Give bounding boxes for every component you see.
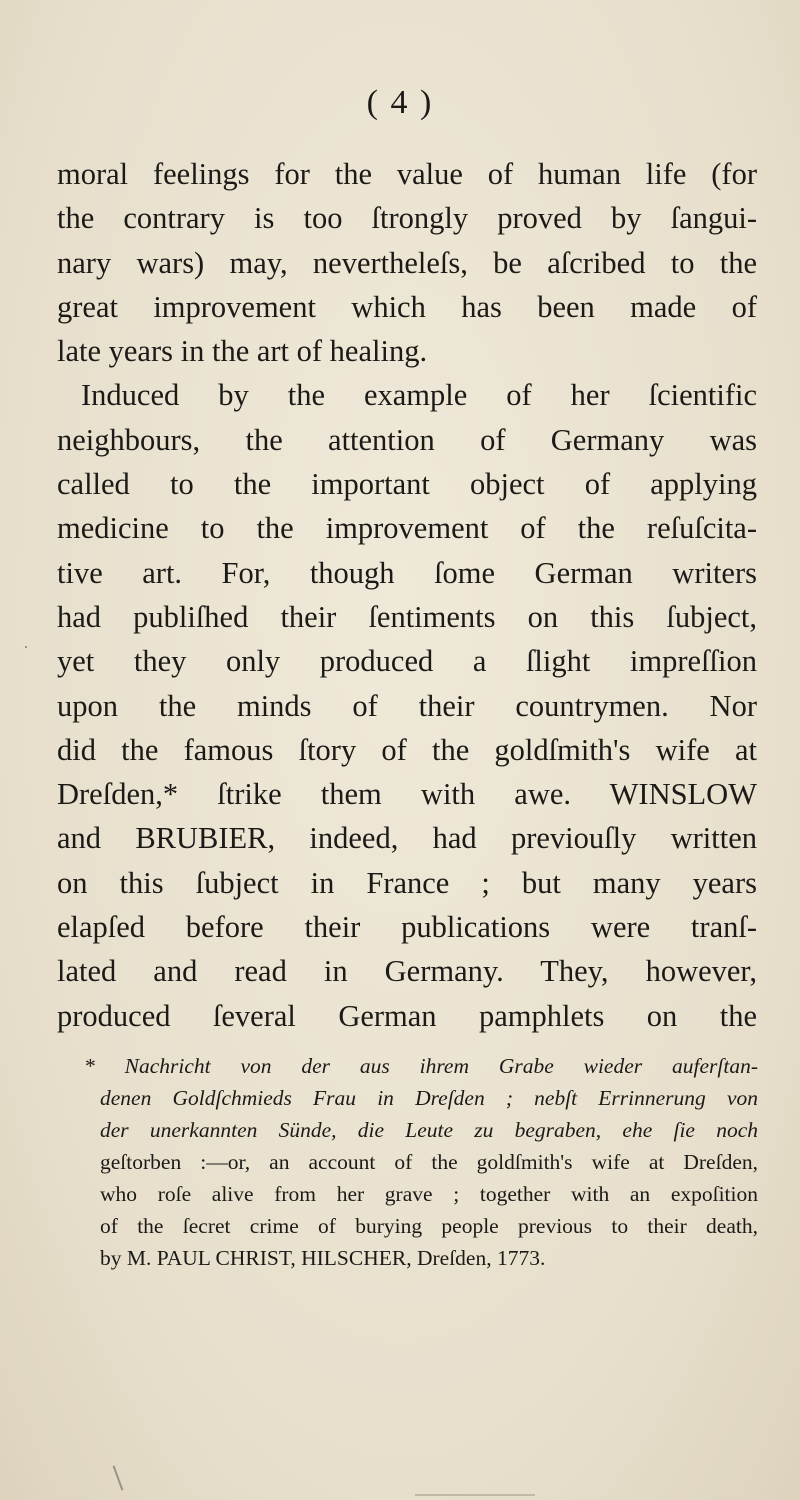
- body-line: upon the minds of their countrymen. Nor: [57, 688, 757, 723]
- footnote-line: * Nachricht von der aus ihrem Grabe wieder auferſtan-: [84, 1054, 758, 1078]
- page-number: ( 4 ): [366, 84, 434, 121]
- footnote-line: by M. PAUL CHRIST, HILSCHER, Dreſden, 1773.: [100, 1246, 546, 1270]
- body-line: late years in the art of healing.: [57, 334, 428, 369]
- body-line: great improvement which has been made of: [57, 289, 757, 324]
- paper-speck: [113, 1465, 124, 1490]
- body-line: tive art. For, though ſome German writers: [57, 555, 757, 590]
- body-line: nary wars) may, nevertheleſs, be aſcribed to the: [57, 245, 757, 280]
- body-line: Induced by the example of her ſcientific: [81, 378, 757, 413]
- body-line: on this ſubject in France ; but many years: [57, 865, 757, 900]
- body-line: medicine to the improvement of the reſuſcita-: [57, 511, 757, 546]
- footnote: [84, 1050, 758, 1274]
- body-line: Dreſden,* ſtrike them with awe. WINSLOW: [57, 777, 757, 812]
- body-line: and BRUBIER, indeed, had previouſly written: [57, 821, 757, 856]
- body-line: moral feelings for the value of human life (for: [57, 157, 757, 191]
- footnote-line: of the ſecret crime of burying people previous to their death,: [100, 1214, 758, 1238]
- body-line: lated and read in Germany. They, however,: [57, 954, 757, 989]
- body-line: the contrary is too ſtrongly proved by ſangui-: [57, 201, 757, 236]
- footnote-line: denen Goldſchmieds Frau in Dreſden ; nebſt Errinnerung von: [100, 1086, 758, 1110]
- body-line: yet they only produced a ſlight impreſſion: [57, 644, 757, 679]
- body-line: neighbours, the attention of Germany was: [57, 422, 757, 457]
- body-line: called to the important object of applying: [57, 467, 757, 502]
- footnote-line: der unerkannten Sünde, die Leute zu begraben, ehe ſie noch: [100, 1118, 758, 1142]
- paper-speck: [25, 646, 27, 648]
- footnote-line: who roſe alive from her grave ; together with an expoſition: [100, 1182, 758, 1206]
- body-line: had publiſhed their ſentiments on this ſubject,: [57, 599, 757, 634]
- body-line: elapſed before their publications were tranſ-: [57, 910, 757, 945]
- body-line: did the famous ſtory of the goldſmith's wife at: [57, 732, 757, 767]
- paper-speck: [415, 1494, 535, 1496]
- footnote-line: geſtorben :—or, an account of the goldſmith's wife at Dreſden,: [100, 1150, 758, 1174]
- body-text: [57, 152, 757, 1038]
- body-line: produced ſeveral German pamphlets on the: [57, 998, 757, 1033]
